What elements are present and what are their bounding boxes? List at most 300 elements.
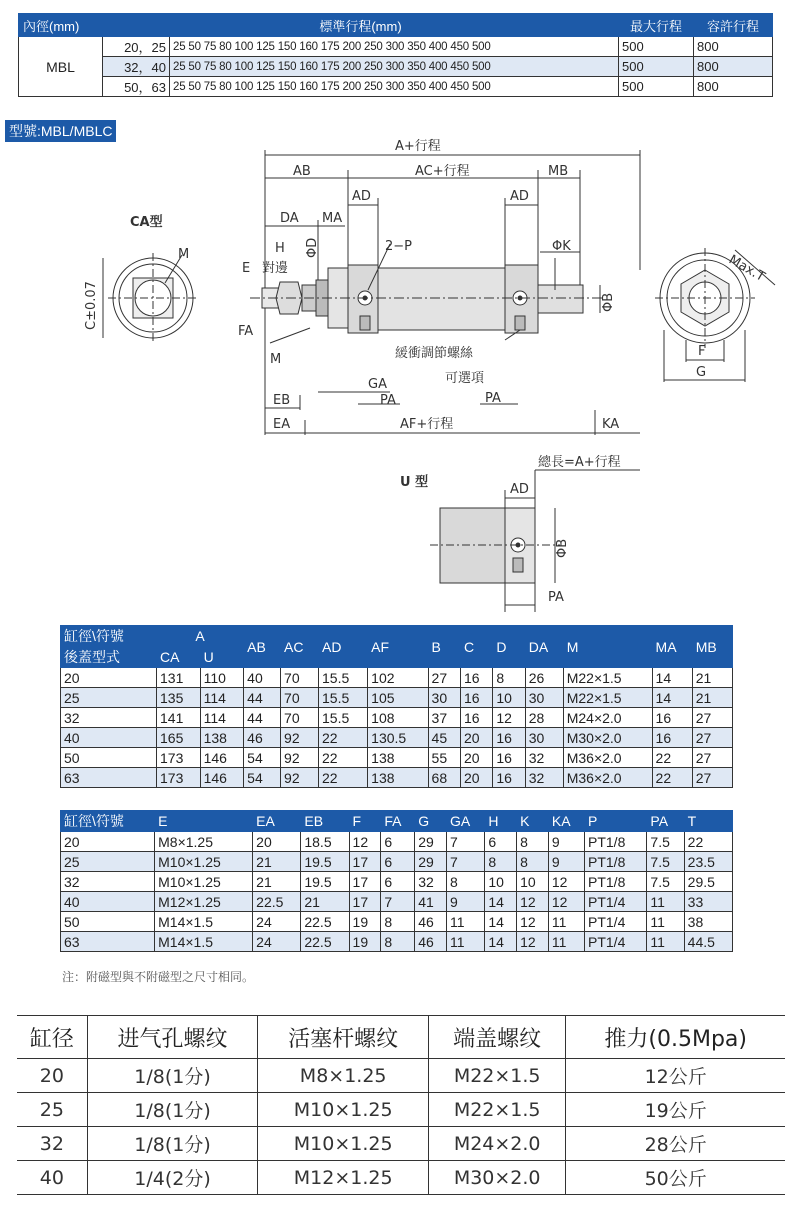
stroke-header-allow: 容許行程 <box>694 14 773 37</box>
stroke-row <box>19 57 773 77</box>
label-phi-d: ΦD <box>305 237 320 258</box>
dim2-row-cell: 8 <box>485 852 517 872</box>
stroke-table <box>18 13 773 97</box>
dim2-row-cell: 11 <box>548 912 584 932</box>
dim2-row <box>61 892 733 912</box>
stroke-header-standard: 標準行程(mm) <box>103 14 619 37</box>
label-ad-left: AD <box>352 189 371 204</box>
label-ka: KA <box>602 417 620 432</box>
dim2-row-cell: 50 <box>61 912 155 932</box>
dim1-row-cell: 141 <box>157 708 201 728</box>
dim1-row-cell: 20 <box>460 748 492 768</box>
dim2-row <box>61 872 733 892</box>
dim2-header: PA <box>647 811 684 832</box>
dim1-row-cell: 27 <box>692 748 732 768</box>
dim2-row-cell: 22.5 <box>301 912 349 932</box>
dim1-row-cell: 30 <box>525 728 563 748</box>
label-phi-b-u: ΦB <box>555 538 570 558</box>
dim2-row-cell: 17 <box>349 892 381 912</box>
dim1-row-cell: 16 <box>652 708 692 728</box>
dim2-row-cell: 6 <box>485 832 517 852</box>
dim1-row-cell: M22×1.5 <box>563 688 652 708</box>
dim1-row-cell: 16 <box>493 748 525 768</box>
dim1-row-cell: 40 <box>244 668 281 688</box>
label-pa-u: PA <box>548 590 564 605</box>
dim1-row-cell: 135 <box>157 688 201 708</box>
dim2-header: 缸徑\符號 <box>61 811 155 832</box>
dim2-row-cell: 24 <box>253 912 301 932</box>
dim2-row-cell: 40 <box>61 892 155 912</box>
dim2-row-cell: 44.5 <box>684 932 732 952</box>
dim2-header: T <box>684 811 732 832</box>
dim2-row-cell: 23.5 <box>684 852 732 872</box>
stroke-header-max: 最大行程 <box>619 14 694 37</box>
dim1-row-cell: 37 <box>428 708 460 728</box>
dim2-row-cell: 21 <box>301 892 349 912</box>
spec-row-cell: 40 <box>17 1161 87 1195</box>
spec-row-cell: 20 <box>17 1059 87 1093</box>
dim2-row-cell: 9 <box>548 832 584 852</box>
dim2-row-cell: 29.5 <box>684 872 732 892</box>
dim1-row-cell: 26 <box>525 668 563 688</box>
dim2-row-cell: 7.5 <box>647 832 684 852</box>
dim1-row-cell: 54 <box>244 748 281 768</box>
spec-row-cell: M8×1.25 <box>258 1059 429 1093</box>
dim2-row-cell: 11 <box>647 932 684 952</box>
stroke-header-bore: 內徑(mm) <box>19 14 103 37</box>
dim2-row-cell: 46 <box>415 912 447 932</box>
dim2-row-cell: 11 <box>447 912 485 932</box>
dim2-row-cell: 33 <box>684 892 732 912</box>
dim1-header: C <box>460 626 492 668</box>
dim1-row-cell: 20 <box>460 728 492 748</box>
dim2-row-cell: PT1/4 <box>585 892 647 912</box>
dim1-row-cell: 32 <box>525 748 563 768</box>
spec-row-cell: M12×1.25 <box>258 1161 429 1195</box>
spec-row-cell: 19公斤 <box>566 1093 785 1127</box>
dim2-row-cell: 21 <box>253 852 301 872</box>
dim1-row-cell: 131 <box>157 668 201 688</box>
dim1-row-cell: 44 <box>244 688 281 708</box>
dim1-row-cell: 27 <box>692 708 732 728</box>
dim2-row-cell: 20 <box>253 832 301 852</box>
label-max-t: Max.T <box>726 252 768 285</box>
dim1-row-cell: M36×2.0 <box>563 748 652 768</box>
dim1-header: U <box>200 647 244 668</box>
stroke-row <box>19 77 773 97</box>
dim1-header: AF <box>368 626 428 668</box>
spec-row-cell: M10×1.25 <box>258 1127 429 1161</box>
dim1-row-cell: 105 <box>368 688 428 708</box>
dim1-row-cell: 32 <box>525 768 563 788</box>
dim2-row-cell: 11 <box>647 892 684 912</box>
dim1-row-cell: 114 <box>200 708 244 728</box>
dim1-row-cell: 138 <box>200 728 244 748</box>
spec-row <box>17 1093 785 1127</box>
label-af-stroke: AF+行程 <box>400 417 454 432</box>
model-label: 型號:MBL/MBLC <box>5 120 116 142</box>
dim2-row-cell: 19.5 <box>301 852 349 872</box>
dim2-row-cell: 11 <box>647 912 684 932</box>
dim2-row-cell: 12 <box>349 832 381 852</box>
dim1-row-cell: 68 <box>428 768 460 788</box>
label-f: F <box>698 344 706 359</box>
dim1-row-cell: 20 <box>460 768 492 788</box>
dim1-row-cell: 50 <box>61 748 157 768</box>
dim1-row-cell: 16 <box>652 728 692 748</box>
dim1-header: CA <box>157 647 201 668</box>
dim2-header: E <box>155 811 253 832</box>
dim2-row-cell: M14×1.5 <box>155 932 253 952</box>
dim2-row-cell: 38 <box>684 912 732 932</box>
dim1-row-cell: 16 <box>460 708 492 728</box>
dim1-header: D <box>493 626 525 668</box>
dim1-row-cell: 22 <box>652 748 692 768</box>
dim2-row-cell: 12 <box>517 892 549 912</box>
stroke-bore: 20，25 <box>103 37 170 57</box>
dim1-header: 缸徑\符號 <box>61 626 157 647</box>
dim2-header: KA <box>548 811 584 832</box>
dim1-row-cell: 16 <box>493 728 525 748</box>
dim1-row-cell: 32 <box>61 708 157 728</box>
dim2-row-cell: 7 <box>381 892 415 912</box>
dim1-row-cell: 15.5 <box>319 688 368 708</box>
label-ad-right: AD <box>510 189 529 204</box>
label-mb: MB <box>548 164 569 179</box>
dimension-table-2 <box>60 810 733 952</box>
stroke-max: 500 <box>619 37 694 57</box>
label-a-stroke: A+行程 <box>395 139 441 154</box>
spec-row-cell: M24×2.0 <box>428 1127 565 1161</box>
dim2-header: GA <box>447 811 485 832</box>
dim2-row-cell: 12 <box>517 932 549 952</box>
spec-row-cell: 1/4(2分) <box>87 1161 258 1195</box>
dim2-row-cell: 29 <box>415 852 447 872</box>
dim1-row <box>61 668 733 688</box>
dim1-header: M <box>563 626 652 668</box>
spec-row-cell: 28公斤 <box>566 1127 785 1161</box>
dim1-row-cell: 92 <box>281 748 319 768</box>
dimension-table-1 <box>60 625 733 788</box>
dim2-row-cell: 8 <box>447 872 485 892</box>
dim1-row-cell: 44 <box>244 708 281 728</box>
dim2-row-cell: 8 <box>381 912 415 932</box>
dim2-header: FA <box>381 811 415 832</box>
dim1-row-cell: 55 <box>428 748 460 768</box>
dim2-header: H <box>485 811 517 832</box>
dim2-row-cell: 9 <box>548 852 584 872</box>
spec-row-cell: 1/8(1分) <box>87 1093 258 1127</box>
ca-type-label: CA型 <box>130 215 163 230</box>
spec-row-cell: M22×1.5 <box>428 1093 565 1127</box>
spec-table <box>17 1015 785 1195</box>
dim2-row-cell: 46 <box>415 932 447 952</box>
dim1-row-cell: 30 <box>428 688 460 708</box>
stroke-max: 500 <box>619 77 694 97</box>
spec-header: 活塞杆螺纹 <box>258 1016 429 1059</box>
spec-row-cell: M10×1.25 <box>258 1093 429 1127</box>
spec-header: 缸径 <box>17 1016 87 1059</box>
dim1-row-cell: 22 <box>319 768 368 788</box>
dim1-row-cell: 54 <box>244 768 281 788</box>
dim2-row-cell: M10×1.25 <box>155 852 253 872</box>
dim2-row-cell: 19.5 <box>301 872 349 892</box>
dim1-row-cell: 20 <box>61 668 157 688</box>
label-phi-b: ΦB <box>601 292 616 312</box>
dim2-row-cell: 7 <box>447 852 485 872</box>
dim1-row <box>61 708 733 728</box>
label-dui-bian: 對邊 <box>262 261 289 276</box>
dim1-row-cell: 130.5 <box>368 728 428 748</box>
stroke-bore: 32，40 <box>103 57 170 77</box>
dim2-row <box>61 852 733 872</box>
spec-row <box>17 1161 785 1195</box>
label-eb: EB <box>273 393 291 408</box>
dim2-row-cell: 12 <box>517 912 549 932</box>
dim1-row <box>61 748 733 768</box>
stroke-model: MBL <box>19 37 103 97</box>
label-m-ca: M <box>178 247 190 262</box>
dim2-row-cell: 20 <box>61 832 155 852</box>
dim1-row-cell: 14 <box>652 688 692 708</box>
label-pa-right: PA <box>485 391 501 406</box>
dim2-row-cell: 7.5 <box>647 872 684 892</box>
dim1-row-cell: 27 <box>428 668 460 688</box>
stroke-row <box>19 37 773 57</box>
dim1-row-cell: 10 <box>493 688 525 708</box>
stroke-allow: 800 <box>694 37 773 57</box>
dim1-row-cell: 22 <box>319 748 368 768</box>
dim2-row-cell: 63 <box>61 932 155 952</box>
dim2-row <box>61 912 733 932</box>
spec-row-cell: 1/8(1分) <box>87 1127 258 1161</box>
label-ga: GA <box>368 377 387 392</box>
dim1-header-row-1 <box>61 626 733 647</box>
dim2-row-cell: M12×1.25 <box>155 892 253 912</box>
dim1-row-cell: 8 <box>493 668 525 688</box>
dim1-row <box>61 768 733 788</box>
dim2-row-cell: 22 <box>684 832 732 852</box>
dim2-row-cell: 17 <box>349 872 381 892</box>
dim1-header: 後蓋型式 <box>61 647 157 668</box>
label-fa: FA <box>238 324 254 339</box>
dim2-row-cell: 8 <box>517 832 549 852</box>
dim1-row-cell: M24×2.0 <box>563 708 652 728</box>
dim2-row-cell: 25 <box>61 852 155 872</box>
dim1-header: A <box>157 626 244 647</box>
spec-row-cell: M30×2.0 <box>428 1161 565 1195</box>
dim1-row-cell: 146 <box>200 748 244 768</box>
dim2-row-cell: 11 <box>447 932 485 952</box>
dim1-row-cell: 46 <box>244 728 281 748</box>
dim2-row-cell: 19 <box>349 912 381 932</box>
spec-row-cell: 12公斤 <box>566 1059 785 1093</box>
stroke-header-row <box>19 14 773 37</box>
dim2-row-cell: 14 <box>485 912 517 932</box>
label-m-side: M <box>270 352 282 367</box>
spec-header: 推力(0.5Mpa) <box>566 1016 785 1059</box>
label-h: H <box>275 241 285 256</box>
dim2-row-cell: PT1/8 <box>585 852 647 872</box>
dim1-row <box>61 688 733 708</box>
dim1-row-cell: M30×2.0 <box>563 728 652 748</box>
label-e: E <box>242 261 251 276</box>
label-ac-stroke: AC+行程 <box>415 164 470 179</box>
stroke-list: 25 50 75 80 100 125 150 160 175 200 250 300 350 400 450 500 <box>170 57 619 77</box>
dim2-header: EB <box>301 811 349 832</box>
dim1-header: MA <box>652 626 692 668</box>
dim1-row-cell: 114 <box>200 688 244 708</box>
dim2-row <box>61 832 733 852</box>
dim2-row-cell: PT1/4 <box>585 932 647 952</box>
dim2-row-cell: 10 <box>485 872 517 892</box>
dim2-row-cell: 19 <box>349 932 381 952</box>
dim1-header: B <box>428 626 460 668</box>
dim1-row-cell: 15.5 <box>319 668 368 688</box>
dim2-header: EA <box>253 811 301 832</box>
label-total: 總長=A+行程 <box>538 455 621 470</box>
stroke-allow: 800 <box>694 77 773 97</box>
dim2-row-cell: 22.5 <box>301 932 349 952</box>
dim2-row-cell: 7 <box>447 832 485 852</box>
dim1-row-cell: 15.5 <box>319 708 368 728</box>
label-optional: 可選項 <box>445 371 485 386</box>
dim2-row-cell: 8 <box>517 852 549 872</box>
dim2-row-cell: 14 <box>485 932 517 952</box>
dim1-row <box>61 728 733 748</box>
spec-row-cell: 1/8(1分) <box>87 1059 258 1093</box>
dim1-row-cell: 165 <box>157 728 201 748</box>
dim1-row-cell: 30 <box>525 688 563 708</box>
dim2-row-cell: PT1/4 <box>585 912 647 932</box>
dim1-header: AB <box>244 626 281 668</box>
dim1-row-cell: 138 <box>368 768 428 788</box>
dim1-row-cell: 70 <box>281 668 319 688</box>
dim1-row-cell: 16 <box>460 688 492 708</box>
dim2-row-cell: M8×1.25 <box>155 832 253 852</box>
dim2-header-row <box>61 811 733 832</box>
dim2-row <box>61 932 733 952</box>
dim2-row-cell: 32 <box>61 872 155 892</box>
dim2-row-cell: 6 <box>381 852 415 872</box>
dim1-row-cell: 27 <box>692 728 732 748</box>
spec-row <box>17 1127 785 1161</box>
dim2-row-cell: 17 <box>349 852 381 872</box>
dim1-row-cell: 16 <box>493 768 525 788</box>
dim2-row-cell: 24 <box>253 932 301 952</box>
dim2-row-cell: 12 <box>548 872 584 892</box>
stroke-max: 500 <box>619 57 694 77</box>
dim1-row-cell: M22×1.5 <box>563 668 652 688</box>
dim2-row-cell: 22.5 <box>253 892 301 912</box>
spec-header: 进气孔螺纹 <box>87 1016 258 1059</box>
dim2-row-cell: 9 <box>447 892 485 912</box>
spec-row-cell: M22×1.5 <box>428 1059 565 1093</box>
dim2-row-cell: 6 <box>381 872 415 892</box>
dim1-row-cell: 63 <box>61 768 157 788</box>
spec-header: 端盖螺纹 <box>428 1016 565 1059</box>
dim1-row-cell: 92 <box>281 728 319 748</box>
dim2-row-cell: M14×1.5 <box>155 912 253 932</box>
dim1-row-cell: 173 <box>157 748 201 768</box>
dim1-row-cell: 146 <box>200 768 244 788</box>
dim2-header: F <box>349 811 381 832</box>
dim1-row-cell: 108 <box>368 708 428 728</box>
dim1-row-cell: 45 <box>428 728 460 748</box>
dim1-header: AD <box>319 626 368 668</box>
spec-row-cell: 50公斤 <box>566 1161 785 1195</box>
dim2-row-cell: PT1/8 <box>585 832 647 852</box>
stroke-list: 25 50 75 80 100 125 150 160 175 200 250 300 350 400 450 500 <box>170 37 619 57</box>
u-type-label: U 型 <box>400 475 429 490</box>
dim2-row-cell: 41 <box>415 892 447 912</box>
dim1-row-cell: 14 <box>652 668 692 688</box>
dim2-row-cell: 32 <box>415 872 447 892</box>
dim2-row-cell: 7.5 <box>647 852 684 872</box>
label-c: C±0.07 <box>84 281 99 330</box>
dim1-row-cell: M36×2.0 <box>563 768 652 788</box>
dim1-row-cell: 27 <box>692 768 732 788</box>
dim2-row-cell: M10×1.25 <box>155 872 253 892</box>
dim2-header: G <box>415 811 447 832</box>
dim1-row-cell: 16 <box>460 668 492 688</box>
label-phi-k: ΦK <box>552 239 571 254</box>
label-cushion: 緩衝調節螺絲 <box>395 346 474 361</box>
dim2-header: P <box>585 811 647 832</box>
dim1-row-cell: 173 <box>157 768 201 788</box>
dim1-row-cell: 110 <box>200 668 244 688</box>
stroke-allow: 800 <box>694 57 773 77</box>
dim1-row-cell: 138 <box>368 748 428 768</box>
dim2-row-cell: 11 <box>548 932 584 952</box>
dim1-row-cell: 70 <box>281 688 319 708</box>
label-ad-u: AD <box>510 482 529 497</box>
spec-row <box>17 1059 785 1093</box>
spec-row-cell: 25 <box>17 1093 87 1127</box>
dim2-row-cell: PT1/8 <box>585 872 647 892</box>
dim2-row-cell: 12 <box>548 892 584 912</box>
dim1-row-cell: 21 <box>692 688 732 708</box>
dim1-row-cell: 70 <box>281 708 319 728</box>
dim1-row-cell: 21 <box>692 668 732 688</box>
label-da: DA <box>280 211 299 226</box>
dim1-row-cell: 40 <box>61 728 157 748</box>
dim2-header: K <box>517 811 549 832</box>
label-ma: MA <box>322 211 343 226</box>
dim1-row-cell: 102 <box>368 668 428 688</box>
dim2-row-cell: 18.5 <box>301 832 349 852</box>
label-ea: EA <box>273 417 291 432</box>
dim1-row-cell: 22 <box>319 728 368 748</box>
cylinder-drawing <box>0 130 800 620</box>
stroke-bore: 50，63 <box>103 77 170 97</box>
dim2-row-cell: 29 <box>415 832 447 852</box>
dim1-header: AC <box>281 626 319 668</box>
dim1-row-cell: 25 <box>61 688 157 708</box>
label-g: G <box>696 365 707 380</box>
label-2p: 2−P <box>385 239 413 254</box>
dim2-row-cell: 8 <box>381 932 415 952</box>
stroke-list: 25 50 75 80 100 125 150 160 175 200 250 300 350 400 450 500 <box>170 77 619 97</box>
dim1-row-cell: 22 <box>652 768 692 788</box>
dim2-row-cell: 10 <box>517 872 549 892</box>
dim2-row-cell: 14 <box>485 892 517 912</box>
label-ab: AB <box>293 164 311 179</box>
dim1-header: MB <box>692 626 732 668</box>
dim2-row-cell: 6 <box>381 832 415 852</box>
spec-row-cell: 32 <box>17 1127 87 1161</box>
note-text: 注：附磁型與不附磁型之尺寸相同。 <box>62 970 255 984</box>
